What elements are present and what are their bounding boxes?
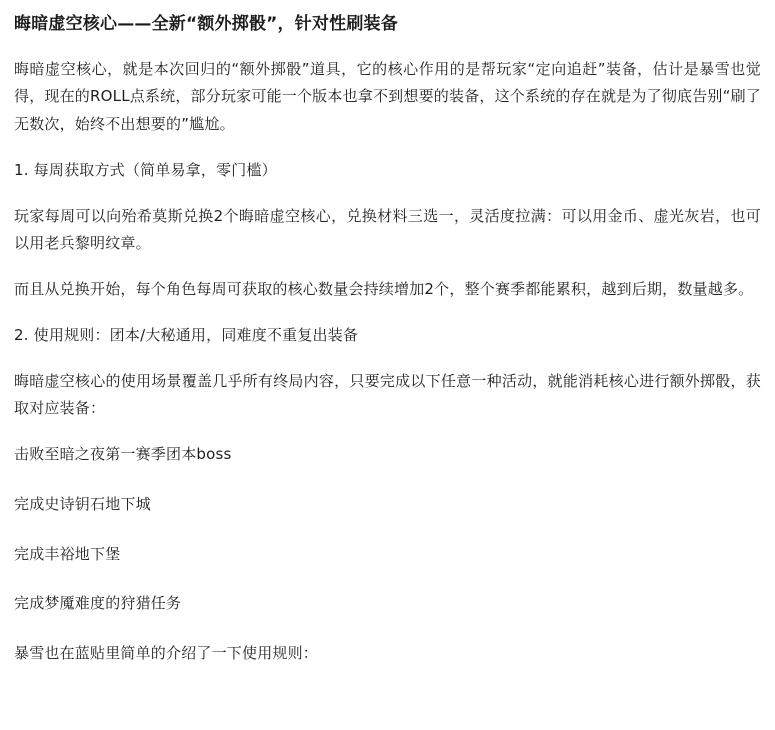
section-1-paragraph-1: 玩家每周可以向殆希莫斯兑换2个晦暗虚空核心，兑换材料三选一，灵活度拉满：可以用金币、虚光灰岩，也可以用老兵黎明纹章。 <box>14 206 761 253</box>
activity-item: 完成梦魇难度的狩猎任务 <box>14 594 182 613</box>
intro-paragraph: 晦暗虚空核心，就是本次回归的“额外掷骰”道具，它的核心作用的是帮玩家“定向追赶”装备，估计是暴雪也觉得，现在的ROLL点系统，部分玩家可能一个版本也拿不到想要的装备，这个系统的存在就是为了彻底告别“刷了无数次，始终不出想要的”尴尬。 <box>14 59 761 133</box>
activity-item: 完成史诗钥石地下城 <box>14 494 151 513</box>
section-heading-2: 2. 使用规则：团本/大秘通用，同难度不重复出装备 <box>14 325 359 344</box>
closing-paragraph: 暴雪也在蓝贴里简单的介绍了一下使用规则： <box>14 644 319 662</box>
section-2-paragraph-1: 晦暗虚空核心的使用场景覆盖几乎所有终局内容，只要完成以下任意一种活动，就能消耗核心进行额外掷骰，获取对应装备： <box>14 371 761 418</box>
section-1-paragraph-2: 而且从兑换开始，每个角色每周可获取的核心数量会持续增加2个，整个赛季都能累积，越到后期，数量越多。 <box>14 280 754 298</box>
section-heading-1: 1. 每周获取方式（简单易拿，零门槛） <box>14 160 277 179</box>
activity-item: 完成丰裕地下堡 <box>14 544 121 563</box>
activity-item: 击败至暗之夜第一赛季团本boss <box>14 445 232 463</box>
page-title: 晦暗虚空核心——全新“额外掷骰”，针对性刷装备 <box>14 14 398 34</box>
